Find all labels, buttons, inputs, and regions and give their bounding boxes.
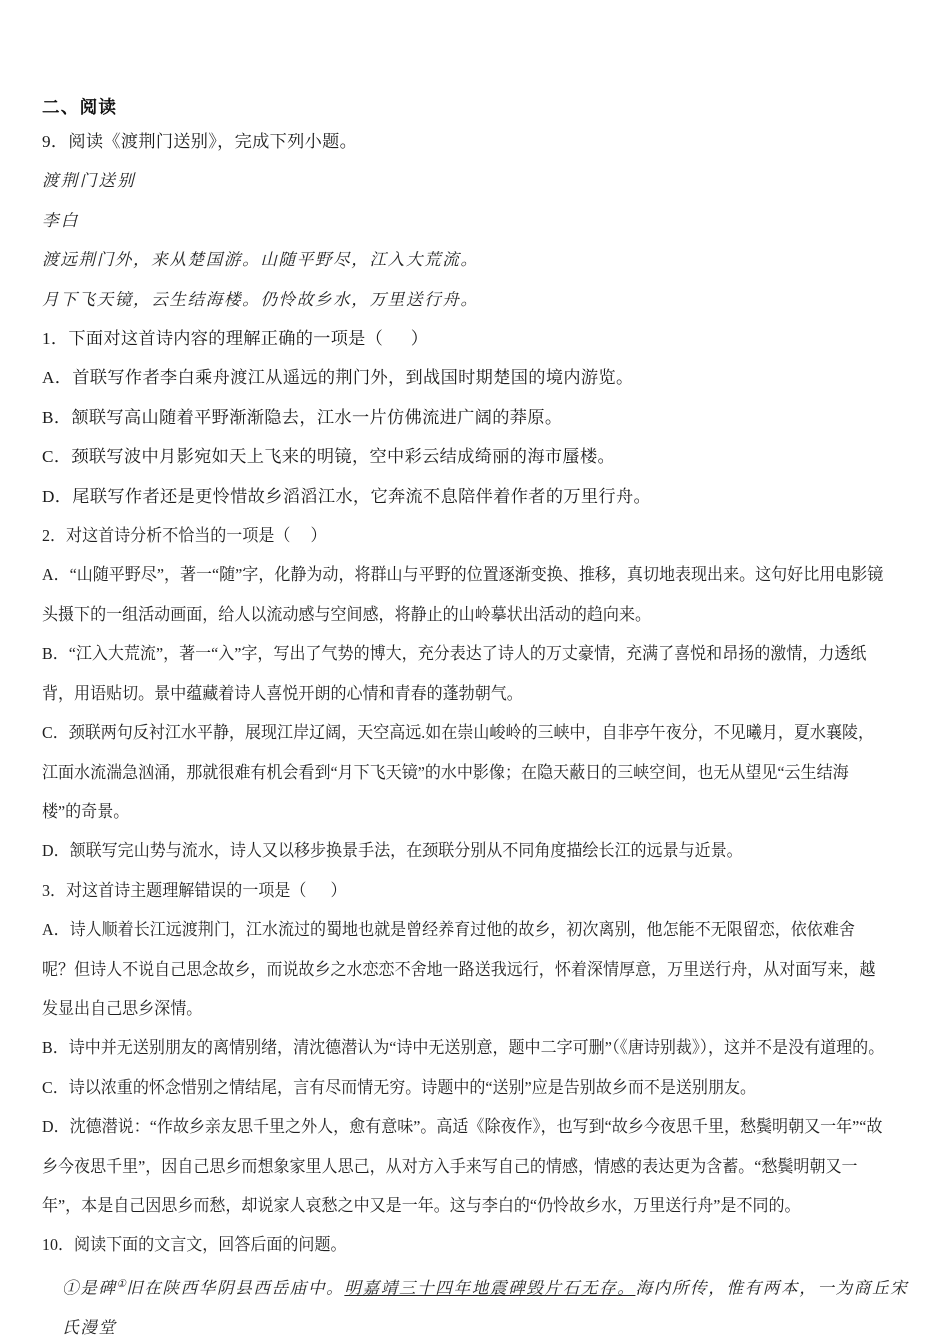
option-b: B．颔联写高山随着平野渐渐隐去，江水一片仿佛流进广阔的莽原。 [42,407,563,427]
poem-line: 渡远荆门外，来从楚国游。山随平野尽，江入大荒流。 [42,250,479,270]
section-heading: 二、阅读 [42,97,118,117]
option-d: D．沈德潜说：“作故乡亲友思千里之外人，愈有意味”。高适《除夜作》，也写到“故乡今夜思千里，愁鬓明朝又一年”“故乡今夜思千里”，因自己思乡而想象家里人思己，从对方入手来写自己的情感，情感的表达更为含蓄。“愁鬓明朝又一年”，本是自己因思乡而愁，却说家人哀愁之中又是一年。这与李白的“仍怜故乡水，万里送行舟”是不同的。 [42,1117,883,1215]
poem-title: 渡荆门送别 [42,171,136,191]
passage-text-after-note: 旧在陕西华阴县西岳庙中。 [126,1278,345,1298]
option-c: C．诗以浓重的怀念惜别之情结尾，言有尽而情无穷。诗题中的“送别”应是告别故乡而不是送别朋友。 [42,1077,757,1097]
option-b: B．诗中并无送别朋友的离情别绪，清沈德潜认为“诗中无送别意，题中二字可删”（《唐诗别裁》），这并不是没有道理的。 [42,1038,885,1058]
option-b: B．“江入大荒流”，著一“入”字，写出了气势的博大，充分表达了诗人的万丈豪情，充满了喜悦和昂扬的激情，力透纸背，用语贴切。景中蕴藏着诗人喜悦开朗的心情和青春的蓬勃朝气。 [42,644,867,703]
passage-text-tail: 海内所传，惟有两本，一为商丘宋氏漫堂 [62,1278,909,1337]
poem-line: 月下飞天镜，云生结海楼。仍怜故乡水，万里送行舟。 [42,289,479,309]
sub-question-3-stem: 3．对这首诗主题理解错误的一项是（ ） [42,880,347,900]
passage-text-before: 是碑 [80,1278,117,1298]
option-d: D．尾联写作者还是更怜惜故乡滔滔江水，它奔流不息陪伴着作者的万里行舟。 [42,486,652,506]
passage-underlined-text: 明嘉靖三十四年地震碑毁片石无存。 [344,1278,636,1298]
option-c: C．颈联写波中月影宛如天上飞来的明镜，空中彩云结成绮丽的海市蜃楼。 [42,447,616,467]
option-a: A．首联写作者李白乘舟渡江从遥远的荆门外，到战国时期楚国的境内游览。 [42,368,634,388]
poem-author: 李白 [42,210,80,230]
question-9-stem: 9．阅读《渡荆门送别》，完成下列小题。 [42,132,358,151]
question-10-stem: 10．阅读下面的文言文，回答后面的问题。 [42,1235,347,1255]
footnote-marker: ① [116,1277,127,1290]
classical-passage [42,1265,926,1344]
passage-marker: ① [62,1278,81,1298]
option-d: D．颔联写完山势与流水，诗人又以移步换景手法，在颈联分别从不同角度描绘长江的远景与近景。 [42,841,743,861]
option-c: C．颈联两句反衬江水平静，展现江岸辽阔，天空高远.如在崇山峻岭的三峡中，自非亭午夜分，不见曦月，夏水襄陵，江面水流湍急汹涌，那就很难有机会看到“月下飞天镜”的水中影像；在隐天蔽日的三峡空间，也无从望见“云生结海楼”的奇景。 [42,723,875,821]
option-a: A．诗人顺着长江远渡荆门，江水流过的蜀地也就是曾经养育过他的故乡，初次离别，他怎能不无限留恋，依依难舍呢？但诗人不说自己思念故乡，而说故乡之水恋恋不舍地一路送我远行，怀着深情厚意，万里送行舟，从对面写来，越发显出自己思乡深情。 [42,920,876,1018]
sub-question-1-stem: 1．下面对这首诗内容的理解正确的一项是（ ） [42,329,429,349]
document-content [42,92,926,1344]
option-a: A．“山随平野尽”，著一“随”字，化静为动，将群山与平野的位置逐渐变换、推移，真切地表现出来。这句好比用电影镜头摄下的一组活动画面，给人以流动感与空间感，将静止的山岭摹状出活动的趋向来。 [42,565,884,624]
sub-question-2-stem: 2．对这首诗分析不恰当的一项是（ ） [42,526,327,546]
